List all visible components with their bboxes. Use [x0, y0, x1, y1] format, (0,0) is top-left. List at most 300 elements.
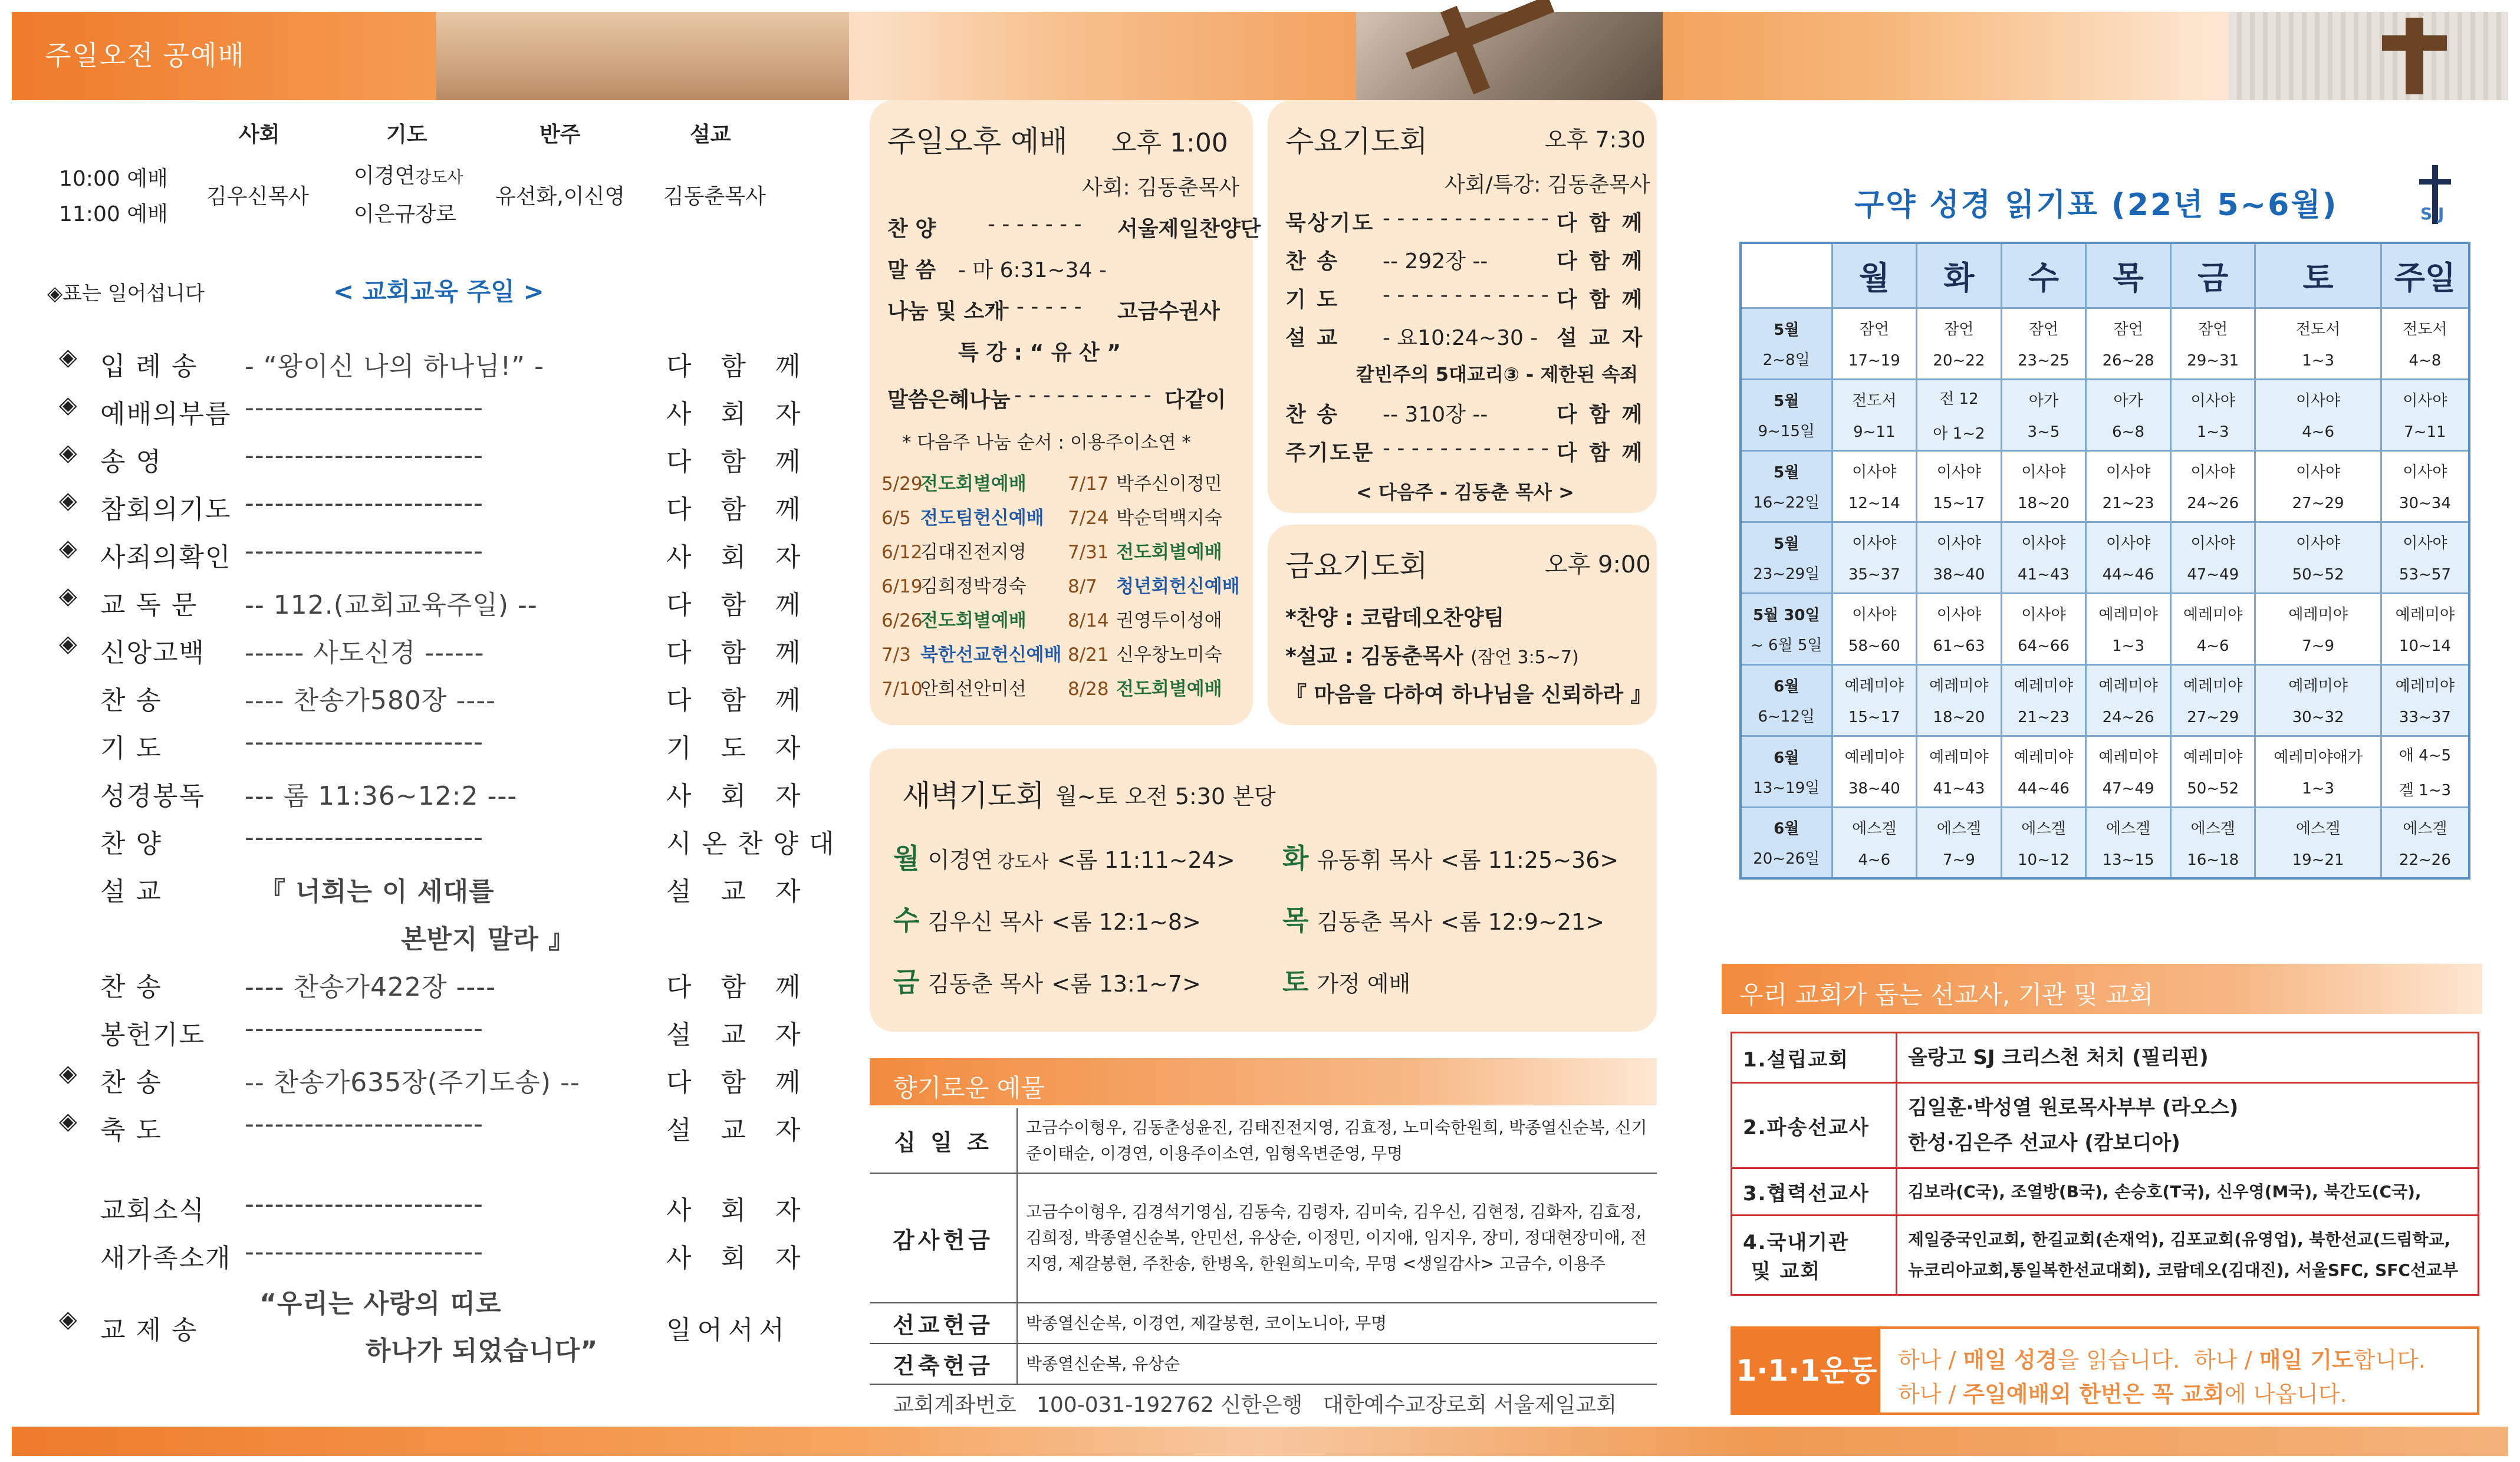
movement-text: 합니다.: [2353, 1347, 2426, 1373]
bible-reading-cell: [2170, 522, 2255, 593]
order-who: 다 함 께: [666, 1068, 811, 1098]
bible-reading-cell: [2001, 450, 2086, 522]
reading-chapters: 29~31: [2187, 352, 2239, 370]
wednesday-sermon-title: 칼빈주의 5대교리③ - 제한된 속죄: [1356, 363, 1639, 386]
bible-plan-title: 구약 성경 읽기표 (22년 5~6월): [1854, 187, 2338, 223]
order-row: [35, 769, 811, 816]
reading-book: 에스겔: [2106, 819, 2151, 838]
reading-book: 예레미야: [2098, 677, 2158, 695]
mission-row: [1732, 1083, 2479, 1168]
reading-chapters: 1~3: [2302, 352, 2335, 370]
bottom-banner: [12, 1427, 2508, 1456]
offering-title: 향기로운 예물: [893, 1074, 1045, 1102]
order-who: 다 함 께: [666, 686, 811, 716]
order-detail: ------------------------: [245, 1109, 484, 1139]
order-row: [35, 1007, 811, 1055]
bible-week-label: [1741, 664, 1832, 736]
wednesday-detail: -- 310장 --: [1383, 403, 1488, 427]
order-row: [35, 721, 811, 768]
afternoon-detail: - - - - - - -: [988, 295, 1082, 319]
wednesday-detail: -- 292장 --: [1383, 249, 1488, 274]
bible-reading-cell: [2001, 736, 2086, 807]
order-row: [35, 434, 811, 482]
bible-reading-cell: [2381, 807, 2469, 878]
special-lecture: 특 강 : “ 유 산 ”: [958, 341, 1121, 365]
bible-day-header: 월: [1832, 243, 1917, 308]
reading-book: 이사야: [2021, 606, 2066, 624]
order-detail: ------------------------: [245, 822, 484, 852]
bible-week-label: [1741, 736, 1832, 807]
reading-chapters: 4~6: [1858, 851, 1891, 869]
mission-entry: 올랑고 SJ 크리스천 처치 (필리핀): [1908, 1046, 2209, 1069]
reading-chapters: 19~21: [2292, 851, 2344, 869]
reading-chapters: 10~12: [2018, 851, 2070, 869]
mission-category: 3.협력선교사: [1732, 1168, 1897, 1216]
dawn-row: [893, 899, 1201, 938]
offering-type: 선교헌금: [870, 1303, 1017, 1344]
wednesday-time: 오후 7:30: [1545, 127, 1646, 153]
movement-badge: 1·1·1운동: [1733, 1329, 1880, 1412]
reading-book: 아가: [2028, 392, 2059, 410]
friday-sermon: [1285, 640, 1579, 670]
bible-reading-cell: [2086, 664, 2171, 736]
schedule-entry: 전도회별예배: [920, 473, 1027, 495]
afternoon-title: 주일오후 예배: [887, 124, 1068, 159]
missions-table: [1731, 1032, 2479, 1296]
schedule-entry: 전도팀헌신예배: [920, 508, 1044, 529]
bible-reading-cell: [2381, 379, 2469, 450]
bible-reading-cell: [2086, 450, 2171, 522]
friday-time: 오후 9:00: [1545, 551, 1651, 578]
bible-reading-cell: [2255, 450, 2381, 522]
reading-book: 예레미야: [2098, 606, 2158, 624]
reading-book: 이사야: [2190, 392, 2235, 410]
theme-title: < 교회교육 주일 >: [333, 277, 544, 306]
movement-text: 하나 /: [1898, 1347, 1963, 1373]
reading-book: 애 4~5: [2399, 746, 2452, 765]
week-month: 6월: [1774, 820, 1799, 838]
reading-book: 에스겔: [1936, 819, 1982, 838]
bible-day-header: 금: [2170, 243, 2255, 308]
cross-icon: S J: [2414, 165, 2456, 230]
bible-week-row: [1741, 450, 2469, 522]
dawn-prayer-panel: [870, 749, 1657, 1032]
reading-chapters: 6~8: [2112, 423, 2145, 441]
order-who: 다 함 께: [666, 351, 811, 381]
reading-book: 전도서: [2403, 321, 2447, 338]
prayer-name: 이경연: [354, 164, 416, 188]
order-row: [35, 673, 811, 720]
offering-names: 고금수이형우, 김경석기영심, 김동숙, 김령자, 김미숙, 김우신, 김현정, 김화자, 김효정, 김희정, 박종열신순복, 안민선, 유상순, 이정민, 이지애, 임지우, 장미, 정대현장미애, 전지영, 제갈봉현, 주찬송, 한병옥, 한원희노미숙, 무명 <생일감사> 고금수, 이용주: [1017, 1173, 1657, 1303]
schedule-entry: 전도회별예배: [1116, 679, 1222, 700]
afternoon-who: 다같이: [1164, 388, 1226, 412]
mission-entry: 김일훈·박성열 원로목사부부 (라오스): [1908, 1096, 2239, 1119]
bible-reading-cell: [1917, 807, 2002, 878]
closing-who: 일어서서: [666, 1315, 791, 1345]
reading-book: 예레미야애가: [2274, 749, 2363, 766]
cross-icon: [1406, 0, 1554, 70]
movement-line-2: [1898, 1376, 2347, 1408]
order-label: 기 도: [100, 733, 162, 763]
cross-icon: [2406, 18, 2423, 94]
order-label: 봉헌기도: [100, 1020, 206, 1050]
dawn-passage: <롬 11:25~36>: [1440, 847, 1619, 873]
mission-category: 2.파송선교사: [1732, 1083, 1897, 1168]
dawn-row: [1282, 837, 1618, 876]
bible-week-label: [1741, 450, 1832, 522]
dawn-day: 월: [893, 842, 920, 874]
wednesday-label: 기 도: [1285, 288, 1340, 312]
offering-names: 박종열신순복, 유상순: [1017, 1344, 1657, 1384]
order-detail: 본받지 말라 』: [401, 924, 575, 954]
bible-reading-cell: [1917, 593, 2002, 664]
header-accompanist: 반주: [539, 123, 581, 147]
reading-book: 예레미야: [2014, 677, 2074, 695]
week-month: 5월: [1774, 463, 1799, 482]
schedule-row: [881, 605, 1222, 632]
mission-entries: [1897, 1216, 2479, 1295]
order-detail: ------------------------: [245, 1237, 484, 1267]
schedule-date: 7/3: [881, 644, 911, 666]
reading-book: 잠언: [1944, 321, 1974, 338]
schedule-entry: 박주신이정민: [1116, 473, 1222, 495]
reading-book: 이사야: [2403, 392, 2447, 410]
wednesday-who: 다 함 께: [1557, 249, 1645, 274]
reading-book: 예레미야: [2395, 677, 2455, 695]
offering-names: 고금수이형우, 김동춘성윤진, 김태진전지영, 김효정, 노미숙한원희, 박종열신순복, 신기준이태순, 이경연, 이용주이소연, 임형옥변준영, 무명: [1017, 1108, 1657, 1173]
dawn-day: 화: [1282, 842, 1309, 874]
bible-reading-cell: [2086, 736, 2171, 807]
reading-chapters: 50~52: [2187, 780, 2239, 798]
bible-reading-cell: [2170, 664, 2255, 736]
wednesday-label: 찬 송: [1285, 249, 1340, 274]
week-month: 6월: [1774, 749, 1799, 767]
order-label: 설 교: [100, 877, 162, 907]
order-label: 송 영: [100, 447, 162, 477]
closing-label: 교 제 송: [100, 1315, 198, 1345]
reading-book: 이사야: [2295, 392, 2341, 410]
schedule-date: 7/17: [1068, 473, 1109, 495]
bible-reading-cell: [1832, 736, 1917, 807]
bible-reading-cell: [1832, 450, 1917, 522]
afternoon-who: 서울제일찬양단: [1117, 217, 1261, 241]
mission-entries: [1897, 1083, 2479, 1168]
mission-row: [1732, 1168, 2479, 1216]
reading-chapters: 겔 1~3: [2399, 781, 2452, 799]
reading-book: 예레미야: [2098, 749, 2158, 766]
wednesday-next: < 다음주 - 김동춘 목사 >: [1356, 481, 1574, 503]
reading-chapters: 3~5: [2027, 423, 2060, 441]
week-range: 16~22일: [1753, 493, 1820, 512]
bible-reading-cell: [2381, 308, 2469, 379]
bible-week-label: [1741, 807, 1832, 878]
wednesday-leader: 사회/특강: 김동춘목사: [1445, 173, 1650, 197]
reading-book: 이사야: [1852, 535, 1897, 552]
reading-chapters: 41~43: [1933, 780, 1985, 798]
reading-book: 에스겔: [2190, 819, 2235, 838]
order-who: 기 도 자: [666, 733, 811, 763]
reading-book: 잠언: [1859, 321, 1889, 338]
reading-chapters: 18~20: [1933, 709, 1985, 726]
movement-box: [1731, 1326, 2479, 1415]
reading-chapters: 61~63: [1933, 637, 1985, 655]
bible-header-row: [1741, 243, 2469, 308]
order-label: 찬 송: [100, 1068, 162, 1098]
bible-reading-cell: [2255, 379, 2381, 450]
afternoon-detail: - 마 6:31~34 -: [958, 258, 1107, 282]
order-row: [35, 1183, 811, 1230]
missions-title: 우리 교회가 돕는 선교사, 기관 및 교회: [1739, 980, 2154, 1009]
mission-entry: 뉴코리아교회,통일복한선교대회), 코람데오(김대진), 서울SFC, SFC선교부: [1908, 1260, 2459, 1280]
reading-chapters: 44~46: [2018, 780, 2070, 798]
order-detail: ------------------------: [245, 393, 484, 423]
reading-chapters: 30~32: [2292, 709, 2344, 726]
header-leader: 사회: [239, 123, 280, 147]
afternoon-who: 고금수권사: [1117, 299, 1220, 324]
offering-type: 건축헌금: [870, 1344, 1017, 1384]
mission-entries: [1897, 1168, 2479, 1216]
order-label: 새가족소개: [100, 1243, 232, 1273]
reading-chapters: 33~37: [2399, 709, 2451, 726]
dawn-passage: <롬 12:1~8>: [1051, 909, 1201, 935]
order-who: 사 회 자: [666, 1243, 811, 1273]
offering-row: [870, 1108, 1657, 1173]
standing-marker: ◈: [59, 630, 77, 657]
week-range: 20~26일: [1753, 850, 1820, 868]
reading-chapters: 4~6: [2196, 637, 2229, 655]
morning-prayer-2: 이은규장로: [354, 202, 456, 226]
dawn-row: [893, 961, 1201, 1000]
bible-reading-cell: [2170, 450, 2255, 522]
schedule-date: 5/29: [881, 473, 923, 495]
dawn-row: [1282, 961, 1410, 1000]
bible-reading-cell: [2086, 593, 2171, 664]
schedule-entry: 전도회별예배: [1116, 542, 1222, 563]
reading-chapters: 38~40: [1933, 566, 1985, 584]
offering-row: [870, 1303, 1657, 1344]
bible-reading-cell: [2381, 664, 2469, 736]
order-label: 예배의부름: [100, 399, 232, 429]
movement-text: 에 나옵니다.: [2224, 1381, 2347, 1407]
afternoon-label: 말씀은혜나눔: [887, 388, 1011, 412]
morning-worship-section: [12, 100, 845, 1421]
week-range: 6~12일: [1758, 707, 1815, 726]
mission-category: 4.국내기관 및 교회: [1732, 1216, 1897, 1295]
schedule-entry: 박순덕백지숙: [1116, 508, 1222, 529]
reading-chapters: 41~43: [2018, 566, 2070, 584]
standing-note: ◈표는 일어섭니다: [47, 282, 205, 305]
schedule-date: 7/24: [1068, 508, 1109, 529]
reading-book: 이사야: [1936, 535, 1982, 552]
dawn-speaker: 이경연: [927, 847, 993, 873]
dawn-day: 토: [1282, 966, 1309, 998]
week-month: 5월: [1774, 321, 1799, 339]
top-banner: [12, 12, 2508, 100]
reading-chapters: 15~17: [1848, 709, 1900, 726]
mission-entries: [1897, 1033, 2479, 1083]
reading-book: 예레미야: [1844, 677, 1904, 695]
dawn-speaker: 김동춘 목사: [1317, 909, 1433, 935]
bible-week-row: [1741, 736, 2469, 807]
bible-week-row: [1741, 807, 2469, 878]
order-row: [35, 1055, 811, 1102]
reading-chapters: 4~8: [2409, 352, 2442, 370]
order-label: 교 독 문: [100, 590, 198, 620]
movement-text: 을 읽습니다. 하나 /: [2057, 1347, 2259, 1373]
prayer-role: 강도사: [415, 167, 463, 187]
time-11am: 11:00 예배: [59, 202, 168, 226]
order-who: 다 함 께: [666, 447, 811, 477]
reading-chapters: 50~52: [2292, 566, 2344, 584]
reading-book: 예레미야: [2288, 677, 2348, 695]
bible-week-row: [1741, 664, 2469, 736]
reading-chapters: 27~29: [2187, 709, 2239, 726]
reading-chapters: 35~37: [1848, 566, 1900, 584]
dawn-title: 새벽기도회: [902, 779, 1045, 813]
dawn-passage: <롬 12:9~21>: [1440, 909, 1605, 935]
reading-book: 이사야: [2021, 535, 2066, 552]
afternoon-label: 찬 양: [887, 217, 936, 241]
bible-reading-cell: [2086, 807, 2171, 878]
reading-book: 이사야: [2403, 535, 2447, 552]
reading-book: 이사야: [2295, 535, 2341, 552]
order-detail: ---- 찬송가580장 ----: [245, 686, 496, 716]
reading-book: 예레미야: [1844, 749, 1904, 766]
schedule-date: 8/28: [1068, 679, 1109, 700]
schedule-row: [881, 571, 1240, 598]
wednesday-label: 묵상기도: [1285, 211, 1375, 235]
order-row: [35, 960, 811, 1007]
mission-entry: 한성·김은주 선교사 (캄보디아): [1908, 1131, 2180, 1155]
offering-header: [870, 1058, 1657, 1105]
standing-marker: ◈: [59, 1306, 77, 1333]
afternoon-label: 나눔 및 소개: [887, 299, 1005, 324]
bible-reading-cell: [2381, 522, 2469, 593]
reading-chapters: 27~29: [2292, 495, 2344, 512]
reading-chapters: 53~57: [2399, 566, 2451, 584]
reading-book: 예레미야: [2183, 749, 2243, 766]
order-detail: --- 롬 11:36~12:2 ---: [245, 781, 518, 811]
offering-type: 감사헌금: [870, 1173, 1017, 1303]
reading-book: 이사야: [1852, 463, 1897, 481]
order-who: 다 함 께: [666, 590, 811, 620]
reading-book: 예레미야: [2288, 606, 2348, 624]
bible-reading-cell: [1917, 450, 2002, 522]
reading-book: 예레미야: [2183, 606, 2243, 624]
order-row: [35, 1103, 811, 1150]
week-range: 9~15일: [1758, 422, 1815, 440]
reading-book: 이사야: [2190, 463, 2235, 481]
schedule-entry: 신우창노미숙: [1116, 644, 1222, 666]
schedule-entry: 전도회별예배: [920, 610, 1027, 631]
bible-reading-cell: [2381, 593, 2469, 664]
offering-table: [870, 1108, 1657, 1385]
order-detail: ---- 찬송가422장 ----: [245, 972, 496, 1002]
order-detail: -- 112.(교회교육주일) --: [245, 590, 538, 620]
afternoon-detail: - - - - - - -: [988, 212, 1082, 236]
bible-reading-cell: [2255, 736, 2381, 807]
standing-marker: ◈: [59, 439, 77, 466]
bible-reading-cell: [2001, 308, 2086, 379]
bible-reading-cell: [1832, 379, 1917, 450]
offering-names: 박종열신순복, 이경연, 제갈봉현, 코이노니아, 무명: [1017, 1303, 1657, 1344]
wednesday-panel: [1268, 100, 1657, 513]
morning-preacher: 김동춘목사: [663, 185, 766, 209]
order-detail: ------------------------: [245, 488, 484, 518]
order-row: [35, 578, 811, 625]
order-row: [35, 339, 811, 386]
bible-reading-cell: [1832, 807, 1917, 878]
reading-chapters: 38~40: [1848, 780, 1900, 798]
bible-week-row: [1741, 522, 2469, 593]
week-month: 6월: [1774, 677, 1799, 696]
reading-chapters: 24~26: [2102, 709, 2154, 726]
order-who: 설 교 자: [666, 1115, 811, 1145]
reading-chapters: 47~49: [2187, 566, 2239, 584]
reading-book: 이사야: [1936, 463, 1982, 481]
reading-chapters: 아 1~2: [1933, 424, 1985, 443]
schedule-date: 7/31: [1068, 542, 1109, 563]
bible-reading-cell: [1917, 308, 2002, 379]
week-month: 5월 30일: [1752, 606, 1820, 624]
standing-marker: ◈: [59, 391, 77, 419]
order-who: 다 함 께: [666, 638, 811, 668]
order-who: 시온찬양대: [666, 829, 845, 859]
bible-day-header: 주일: [2381, 243, 2469, 308]
order-label: 찬 송: [100, 972, 162, 1002]
standing-marker: ◈: [59, 1108, 77, 1135]
reading-book: 이사야: [2106, 535, 2151, 552]
closing-line-1: “우리는 사랑의 띠로: [259, 1289, 502, 1319]
week-month: 5월: [1774, 392, 1799, 410]
schedule-row: [881, 537, 1222, 564]
bible-week-row: [1741, 308, 2469, 379]
reading-book: 에스겔: [2295, 819, 2341, 838]
reading-chapters: 1~3: [2302, 780, 2335, 798]
bible-reading-cell: [2170, 736, 2255, 807]
standing-marker: ◈: [59, 582, 77, 610]
dawn-passage: <롬 11:11~24>: [1057, 847, 1235, 873]
bible-week-label: [1741, 379, 1832, 450]
reading-book: 잠언: [2198, 321, 2228, 338]
schedule-entry: 김희정박경숙: [920, 576, 1027, 597]
offering-row: [870, 1344, 1657, 1384]
week-range: 2~8일: [1762, 351, 1810, 369]
bible-reading-cell: [2001, 379, 2086, 450]
bible-reading-cell: [2086, 308, 2171, 379]
reading-book: 에스겔: [2021, 819, 2066, 838]
schedule-date: 8/7: [1068, 576, 1097, 597]
banner-photo-middle: [1356, 12, 1663, 100]
bible-reading-cell: [1832, 593, 1917, 664]
order-row: [35, 912, 802, 959]
bible-reading-cell: [2170, 593, 2255, 664]
dawn-passage: <롬 13:1~7>: [1051, 971, 1201, 997]
reading-chapters: 13~15: [2102, 851, 2154, 869]
schedule-date: 8/21: [1068, 644, 1109, 666]
friday-title: 금요기도회: [1285, 549, 1428, 583]
reading-book: 전도서: [2295, 321, 2341, 338]
bible-week-row: [1741, 379, 2469, 450]
order-detail: ------------------------: [245, 440, 484, 470]
dawn-subtitle: 월~토 오전 5:30 본당: [1055, 783, 1276, 809]
order-who: 사 회 자: [666, 1196, 811, 1226]
reading-chapters: 24~26: [2187, 495, 2239, 512]
reading-book: 에스겔: [2403, 819, 2447, 838]
bible-reading-cell: [1832, 522, 1917, 593]
week-month: 5월: [1774, 535, 1799, 553]
reading-book: 전도서: [1852, 392, 1897, 410]
